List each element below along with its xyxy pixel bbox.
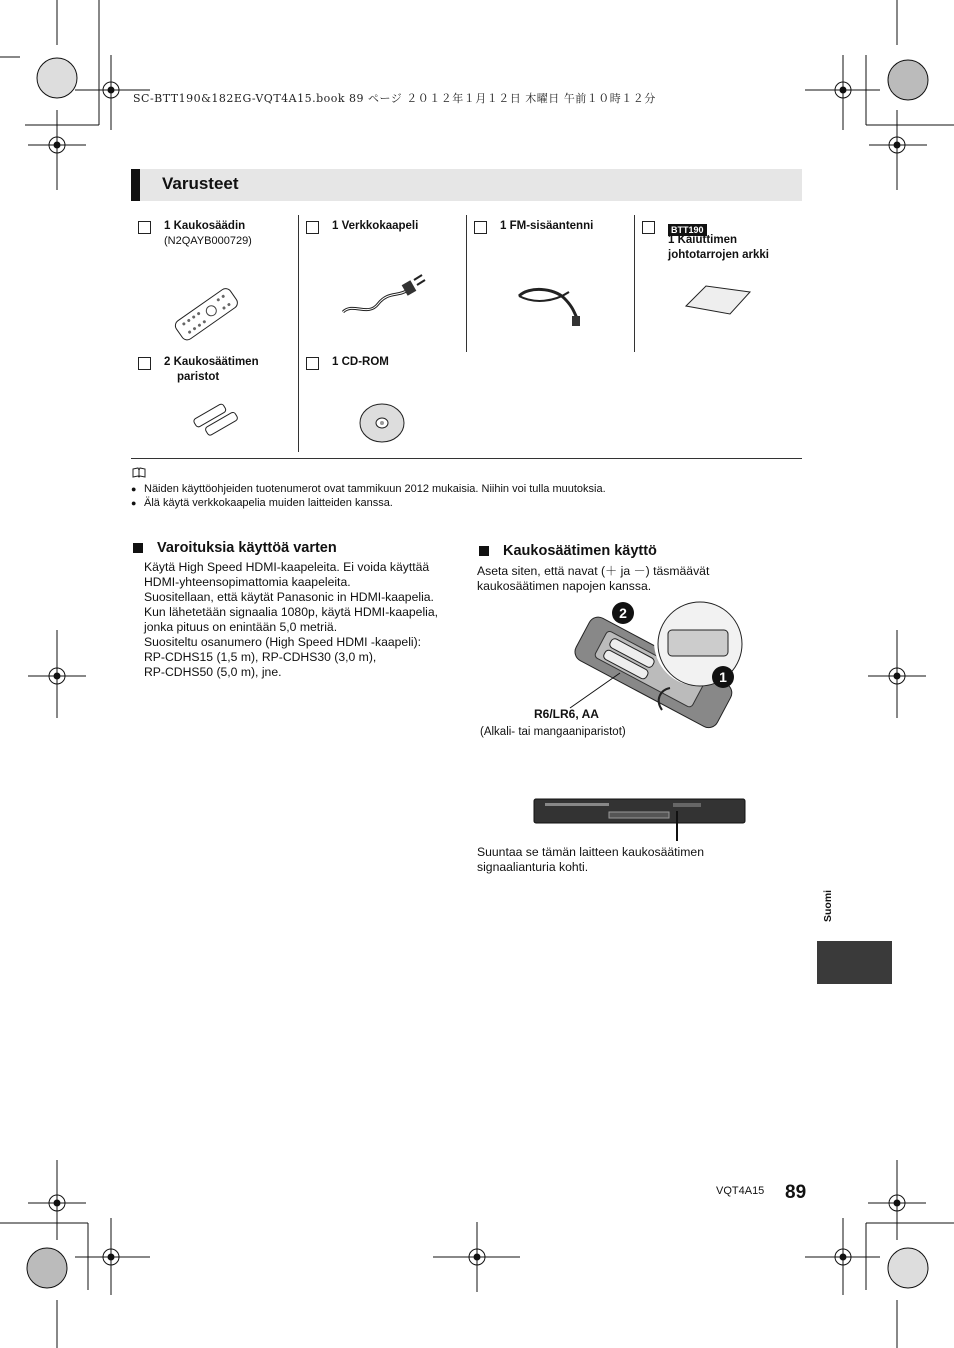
- note-item: Näiden käyttöohjeiden tuotenumerot ovat tammikuun 2012 mukaisia. Niihin voi tulla muutoksia.: [144, 483, 606, 495]
- language-tab-label: Suomi: [822, 889, 834, 922]
- battery-type: R6/LR6, AA: [534, 707, 599, 721]
- accessory-sub: (N2QAYB000729): [164, 235, 252, 247]
- section-marker: [479, 546, 489, 556]
- batteries-icon: [192, 402, 242, 438]
- accessory-label: johtotarrojen arkki: [668, 249, 769, 261]
- checkbox-cd-rom[interactable]: [306, 357, 319, 370]
- player-illustration: [533, 797, 747, 845]
- accessory-label: 1 Verkkokaapeli: [332, 220, 419, 232]
- checkbox-batteries[interactable]: [138, 357, 151, 370]
- accessory-label: 1 CD-ROM: [332, 356, 389, 368]
- doc-code: VQT4A15: [716, 1185, 765, 1197]
- remote-use-heading: Kaukosäätimen käyttö: [503, 543, 657, 559]
- note-item: Älä käytä verkkokaapelia muiden laitteiden kanssa.: [144, 497, 393, 509]
- accessory-label: 2 Kaukosäätimen: [164, 356, 259, 368]
- accessory-label: 1 Kaukosäädin: [164, 220, 246, 232]
- title-accent: [131, 169, 140, 201]
- caution-text: Käytä High Speed HDMI-kaapeleita. Ei voida käyttää HDMI-yhteensopimattomia kaapeleita. Suositellaan, että käytät Panasonic in HDMI-kaapelia. Kun lähetetään signaalia 1080p, käytä HDMI-kaapelia, jonka pituus on enintään 5,0 metriä. Suositeltu osanumero (High Speed HDMI -kaapeli): RP-CDHS15 (1,5 m), RP-CDHS30 (3,0 m), RP-CDHS50 (5,0 m), jne.: [144, 560, 439, 679]
- section-title-bar: [131, 169, 802, 201]
- language-tab: [817, 941, 892, 984]
- grid-divider: [634, 215, 635, 352]
- accessory-label: paristot: [177, 371, 220, 383]
- grid-divider: [298, 215, 299, 452]
- battery-note: (Alkali- tai mangaaniparistot): [480, 726, 626, 738]
- sticker-sheet-icon: [684, 284, 754, 316]
- checkbox-power-cable[interactable]: [306, 221, 319, 234]
- grid-divider: [466, 215, 467, 352]
- svg-text:1: 1: [719, 669, 727, 685]
- step-1-badge: [711, 665, 735, 689]
- model-tag: BTT190: [668, 224, 707, 236]
- file-header-line: SC-BTT190&182EG-VQT4A15.book 89 ページ ２０１２年１月１２日 木曜日 午前１０時１２分: [133, 92, 656, 105]
- sensor-text: Suuntaa se tämän laitteen kaukosäätimen signaalianturia kohti.: [477, 845, 704, 874]
- callout-line: [565, 670, 625, 710]
- svg-text:2: 2: [619, 605, 627, 621]
- remote-use-text: Aseta siten, että navat (＋ ja －) täsmäävät kaukosäätimen napojen kanssa.: [477, 564, 710, 593]
- page-title: Varusteet: [162, 174, 239, 193]
- book-icon: [132, 467, 146, 478]
- step-2-badge: [611, 601, 635, 625]
- fm-antenna-icon: [514, 278, 584, 328]
- section-marker: [133, 543, 143, 553]
- cd-rom-icon: [357, 402, 407, 444]
- checkbox-remote[interactable]: [138, 221, 151, 234]
- caution-heading: Varoituksia käyttöä varten: [157, 540, 337, 556]
- checkbox-fm-antenna[interactable]: [474, 221, 487, 234]
- page-number: 89: [785, 1182, 807, 1203]
- power-cable-icon: [338, 272, 428, 322]
- checkbox-sticker-sheet[interactable]: [642, 221, 655, 234]
- accessory-label: 1 FM-sisäantenni: [500, 220, 594, 232]
- grid-bottom-rule: [131, 458, 802, 459]
- accessory-label: 1 Kaiuttimen: [668, 234, 738, 246]
- remote-control-icon: [168, 278, 243, 350]
